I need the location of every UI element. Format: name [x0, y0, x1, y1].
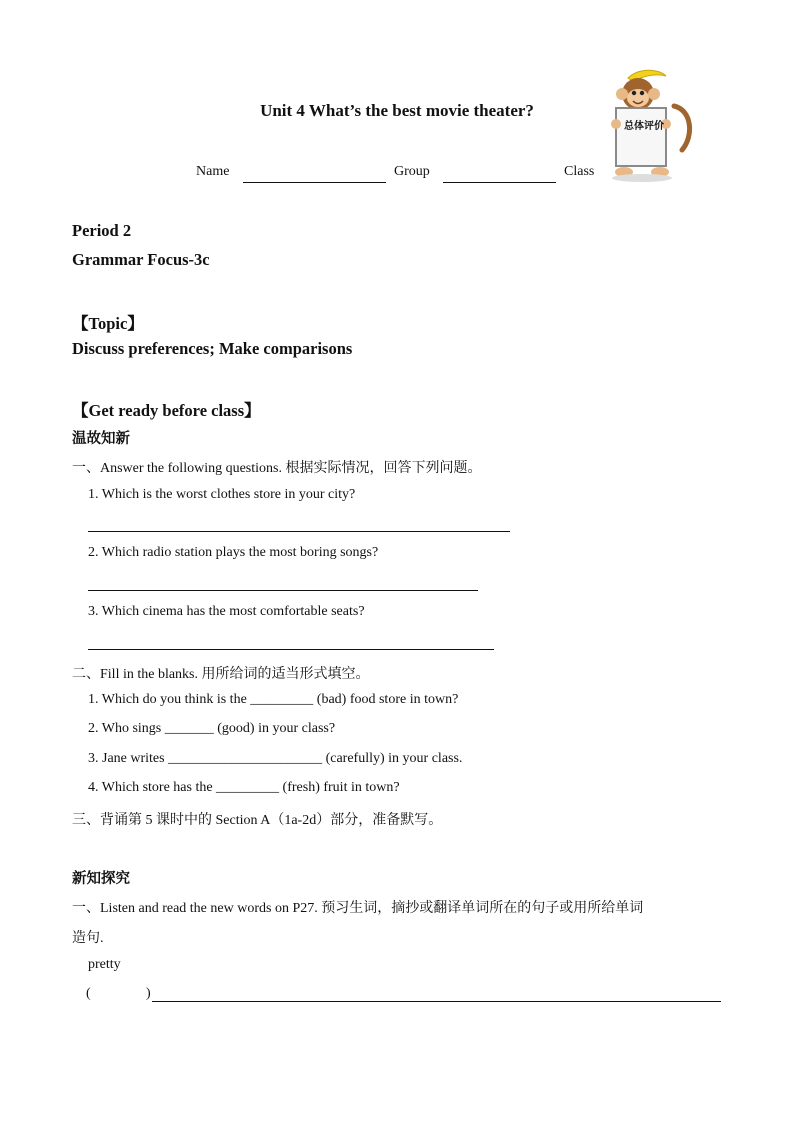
group-field[interactable] [443, 165, 556, 183]
part2-instruction: 二、Fill in the blanks. 用所给词的适当形式填空。 [72, 667, 370, 682]
question-2: 2. Which radio station plays the most boring songs? [88, 545, 379, 560]
paren-open: ( [86, 986, 91, 1001]
question-1: 1. Which is the worst clothes store in your city? [88, 487, 356, 502]
fill-item-1: 1. Which do you think is the _________ (bad) food store in town? [88, 692, 459, 707]
answer-line-3[interactable] [88, 649, 494, 650]
topic-heading: 【Topic】 [72, 314, 144, 333]
part1-instruction: 一、Answer the following questions. 根据实际情况，回答下列问题。 [72, 461, 482, 476]
topic-text: Discuss preferences; Make comparisons [72, 339, 353, 358]
badge-label: 总体评价 [624, 121, 664, 132]
sentence-answer-line[interactable] [152, 1001, 721, 1002]
answer-line-1[interactable] [88, 531, 510, 532]
vocab-word: pretty [88, 957, 121, 972]
paren-close: ) [146, 986, 151, 1001]
part3-instruction: 三、背诵第 5 课时中的 Section A（1a-2d）部分，准备默写。 [72, 813, 443, 828]
period-label: Period 2 [72, 221, 132, 240]
get-ready-heading: 【Get ready before class】 [72, 401, 261, 420]
group-label: Group [394, 164, 430, 179]
new-words-instruction-cont: 造句. [72, 931, 104, 946]
answer-line-2[interactable] [88, 590, 478, 591]
name-field[interactable] [243, 165, 386, 183]
new-words-instruction: 一、Listen and read the new words on P27. 预习生词，摘抄或翻译单词所在的句子或用所给单词 [72, 901, 644, 916]
new-knowledge-heading: 新知探究 [72, 871, 130, 887]
class-label: Class [564, 164, 595, 179]
fill-item-2: 2. Who sings _______ (good) in your class? [88, 721, 336, 736]
name-label: Name [196, 164, 230, 179]
page-title: Unit 4 What’s the best movie theater? [260, 101, 534, 120]
question-3: 3. Which cinema has the most comfortable seats? [88, 604, 365, 619]
review-heading: 温故知新 [72, 431, 130, 447]
fill-item-4: 4. Which store has the _________ (fresh) fruit in town? [88, 780, 400, 795]
fill-item-3: 3. Jane writes ______________________ (carefully) in your class. [88, 751, 463, 766]
lesson-label: Grammar Focus-3c [72, 250, 210, 269]
